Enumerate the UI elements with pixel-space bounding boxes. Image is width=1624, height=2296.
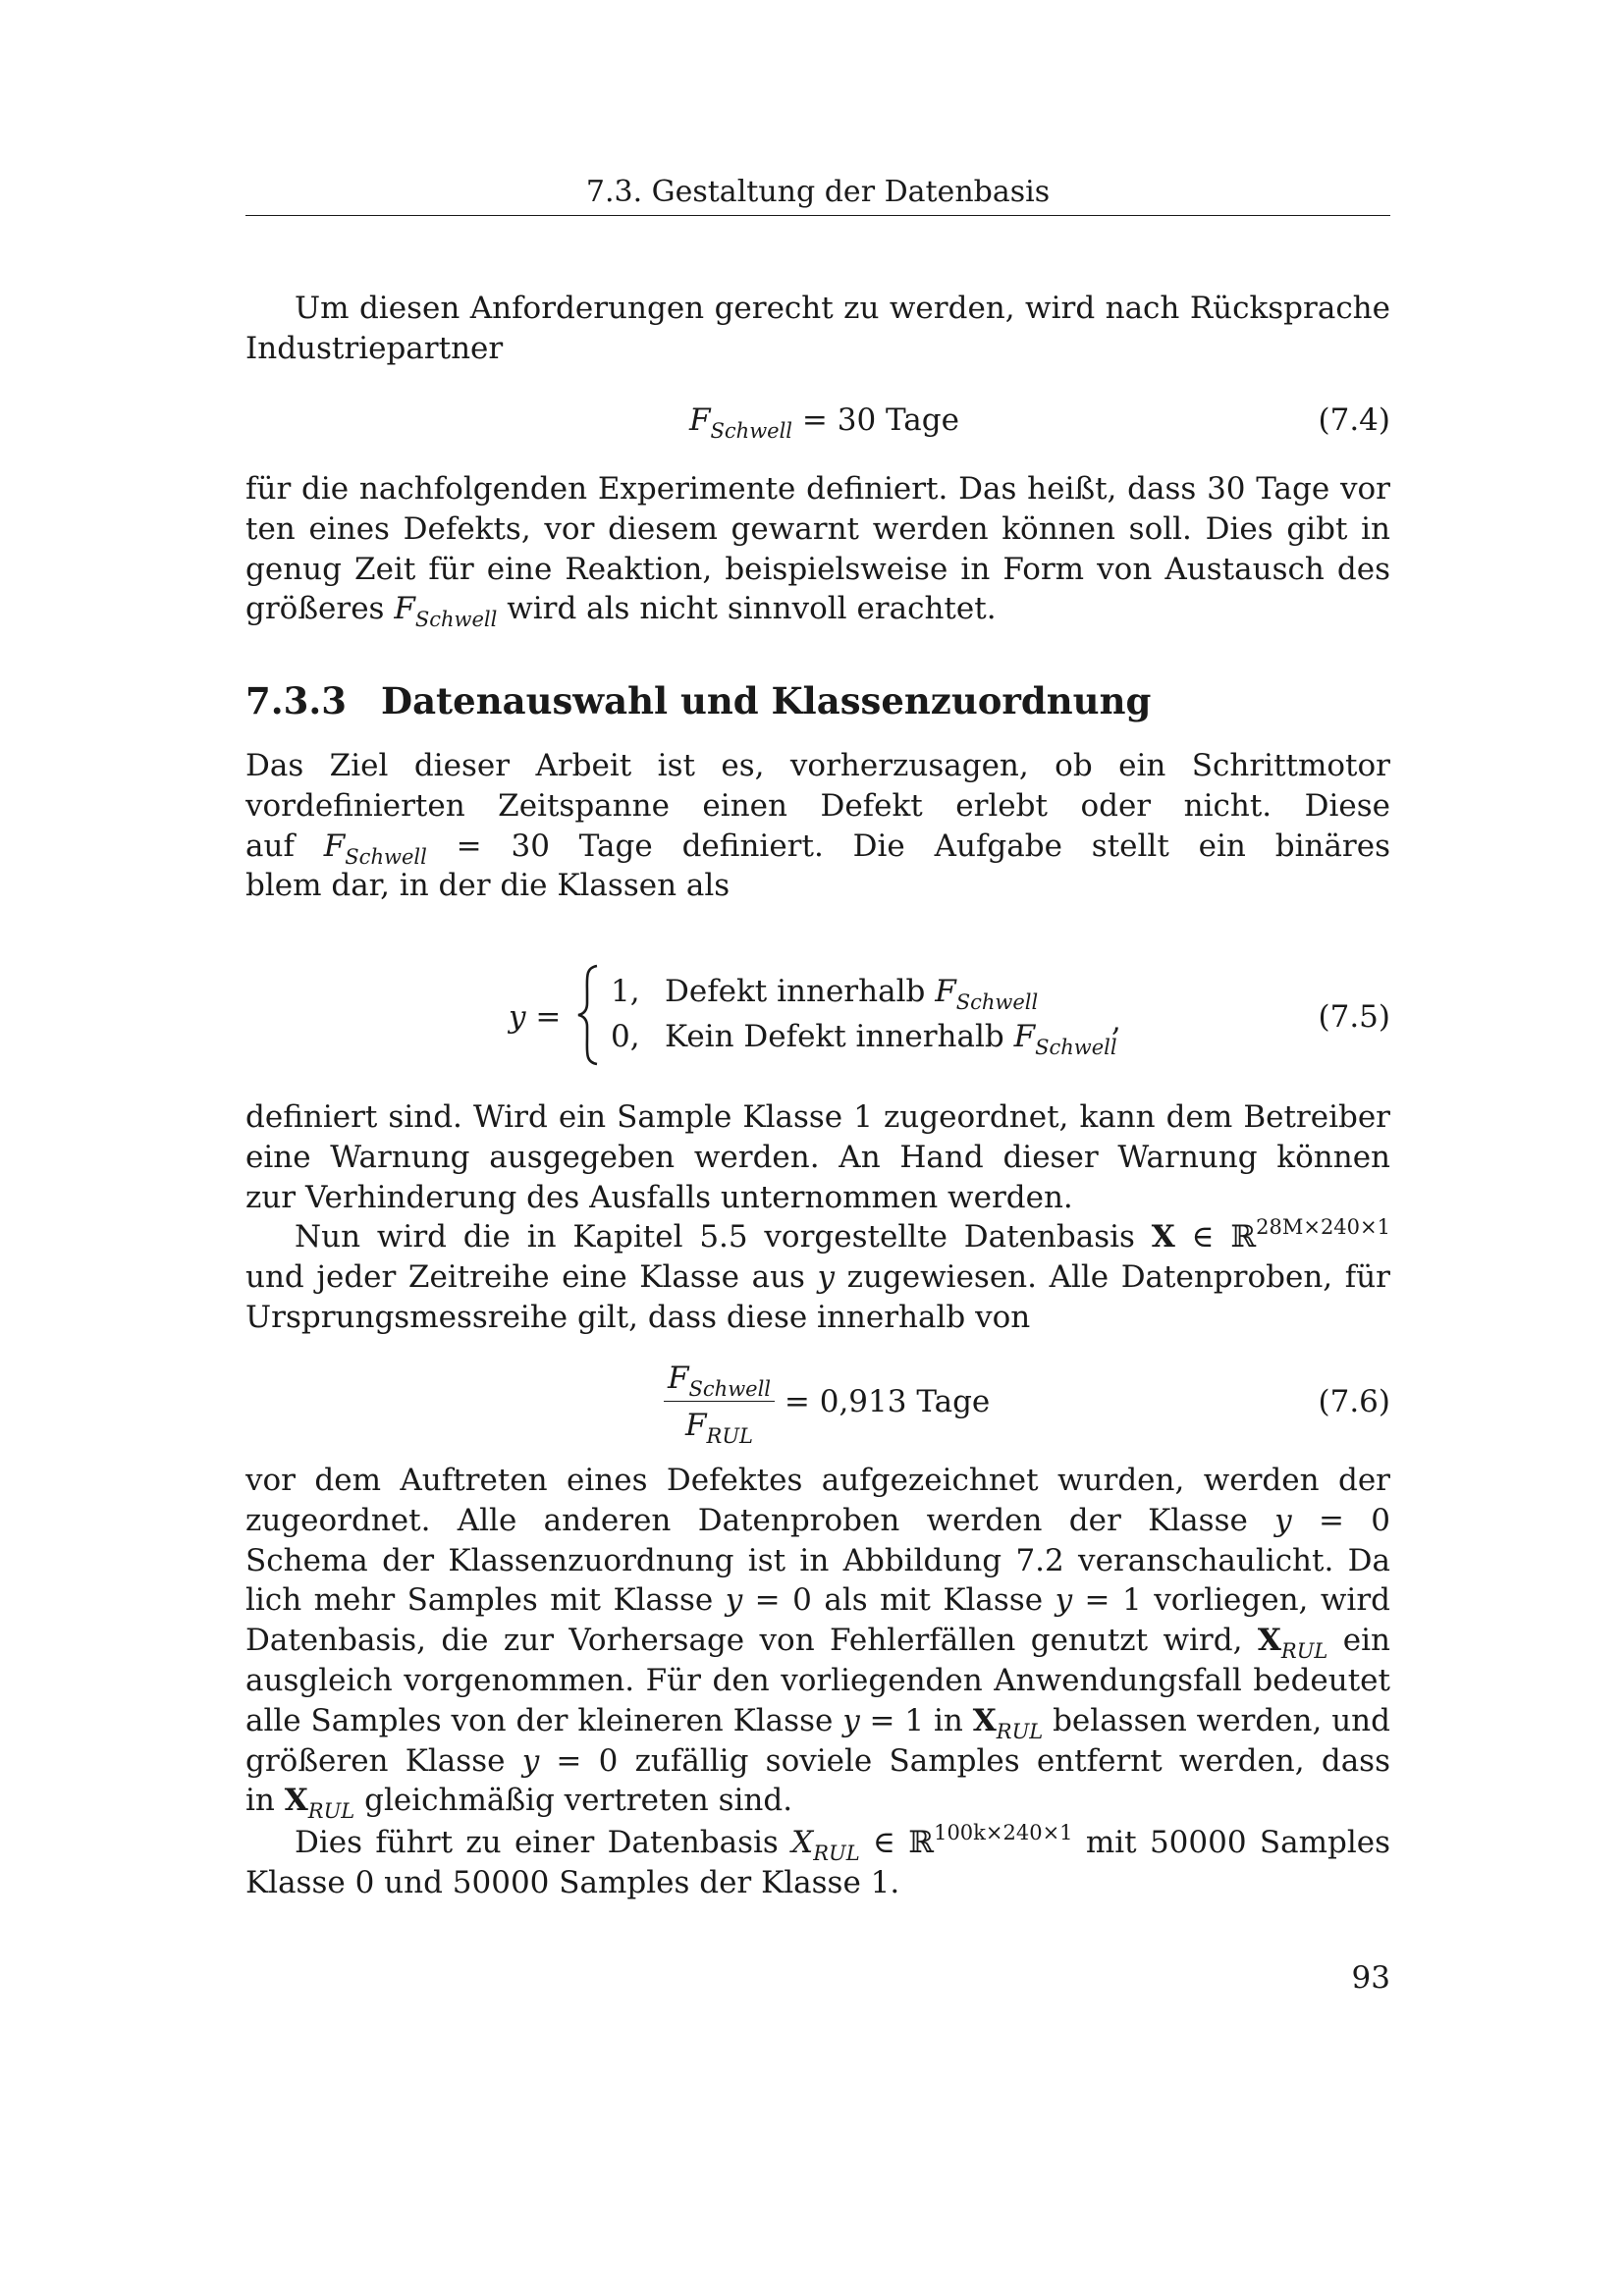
equation-rhs: = 30 Tage <box>801 402 959 438</box>
paragraph-5 <box>245 1217 1390 1337</box>
paragraph-2 <box>245 469 1390 632</box>
text-line: definiert sind. Wird ein Sample Klasse 1 zugeordnet, kann dem Betreiber <box>245 1099 1390 1135</box>
left-brace <box>575 964 601 1066</box>
equation-7-5 <box>245 962 1390 1070</box>
text-line: in $X_{RUL}$ gleichmäßig vertreten sind. <box>245 1783 793 1824</box>
running-header: 7.3. Gestaltung der Datenbasis <box>585 175 1051 209</box>
text-line: größeren Klasse y = 0 zufällig soviele Samples entfernt werden, dass <box>245 1742 1390 1779</box>
equation-rhs: = 0,913 Tage <box>784 1384 991 1419</box>
text-line: Schema der Klassenzuordnung ist in Abbildung 7.2 veranschaulicht. Da <box>245 1542 1390 1578</box>
subscript: Schwell <box>710 418 793 443</box>
header-rule <box>245 215 1390 216</box>
text-line: vor dem Auftreten eines Defektes aufgezeichnet wurden, werden der <box>245 1463 1390 1498</box>
text-line: ausgleich vorgenommen. Für den vorliegenden Anwendungsfall bedeutet <box>245 1662 1390 1698</box>
case-1: 1, Defekt innerhalb $F_{Schwell}$ <box>611 974 1039 1014</box>
text-line: alle Samples von der kleineren Klasse y = 1 in $X_{RUL}$ belassen werden, und <box>245 1702 1390 1741</box>
text-line: eine Warnung ausgegeben werden. An Hand dieser Warnung können <box>245 1139 1390 1175</box>
text-line: Das Ziel dieser Arbeit ist es, vorherzusagen, ob ein Schrittmotor <box>245 748 1390 783</box>
text-line: Datenbasis, die zur Vorhersage von Fehlerfällen genutzt wird, $X_{RUL}$ ein <box>245 1623 1390 1661</box>
text-line: größeres $F_{Schwell}$ wird als nicht sinnvoll erachtet. <box>245 591 997 632</box>
section-heading <box>245 677 1390 724</box>
text-line: auf $F_{Schwell} = 30$ Tage definiert. Die Aufgabe stellt ein binäres <box>245 828 1390 867</box>
text-line: lich mehr Samples mit Klasse y = 0 als mit Klasse y = 1 vorliegen, wird <box>245 1582 1390 1619</box>
equation-trailing-comma: , <box>1111 1003 1121 1039</box>
text-line: und jeder Zeitreihe eine Klasse aus y zugewiesen. Alle Datenproben, für <box>245 1258 1390 1295</box>
text-line: blem dar, in der die Klassen als <box>245 868 731 904</box>
equation-number: (7.5) <box>1318 999 1390 1035</box>
paragraph-7 <box>245 1823 1390 1903</box>
section-title: Datenauswahl und Klassenzuordnung <box>381 679 1152 722</box>
fraction: $\frac{F_{Schwell}}{F_{RUL}}$ <box>664 1359 775 1445</box>
equation-number: (7.4) <box>1318 402 1390 438</box>
equation-lhs: y = <box>509 999 562 1035</box>
case-2: 0, Kein Defekt innerhalb $F_{Schwell}$ <box>611 1019 1117 1059</box>
text-line: Dies führt zu einer Datenbasis $X_{RUL}$ ∈ ℝ$^{100k\times 240\times 1}$ mit 50000 Samples <box>295 1823 1390 1863</box>
equation-body <box>689 400 959 443</box>
section-number: 7.3.3 <box>245 679 347 722</box>
paragraph-6 <box>245 1461 1390 1824</box>
text-line: für die nachfolgenden Experimente definiert. Das heißt, dass 30 Tage vor <box>245 471 1390 507</box>
text-line: zugeordnet. Alle anderen Datenproben werden der Klasse y = 0 <box>245 1502 1390 1538</box>
text-line: zur Verhinderung des Ausfalls unternommen werden. <box>245 1179 1073 1215</box>
text-line: Industriepartner <box>245 330 504 366</box>
variable-f: F <box>689 402 711 438</box>
text-line: genug Zeit für eine Reaktion, beispielsweise in Form von Austausch des <box>245 551 1390 587</box>
equation-number: (7.6) <box>1318 1384 1390 1419</box>
page-number: 93 <box>1351 1960 1390 1996</box>
paragraph-4 <box>245 1097 1390 1217</box>
paragraph-1 <box>245 289 1390 369</box>
equation-7-6 <box>245 1359 1390 1449</box>
equation-body <box>664 1359 991 1448</box>
text-line: vordefinierten Zeitspanne einen Defekt erlebt oder nicht. Diese <box>245 787 1390 824</box>
paragraph-3 <box>245 746 1390 906</box>
text-line: Um diesen Anforderungen gerecht zu werden, wird nach Rücksprache <box>295 291 1390 326</box>
text-line: ten eines Defekts, vor diesem gewarnt werden können soll. Dies gibt in <box>245 510 1390 547</box>
text-line: Klasse 0 und 50000 Samples der Klasse 1. <box>245 1864 900 1900</box>
text-line: Nun wird die in Kapitel 5.5 vorgestellte Datenbasis X ∈ ℝ$^{28M\times 240\times 1}$ <box>295 1217 1390 1255</box>
text-line: Ursprungsmessreihe gilt, dass diese innerhalb von <box>245 1299 1031 1335</box>
